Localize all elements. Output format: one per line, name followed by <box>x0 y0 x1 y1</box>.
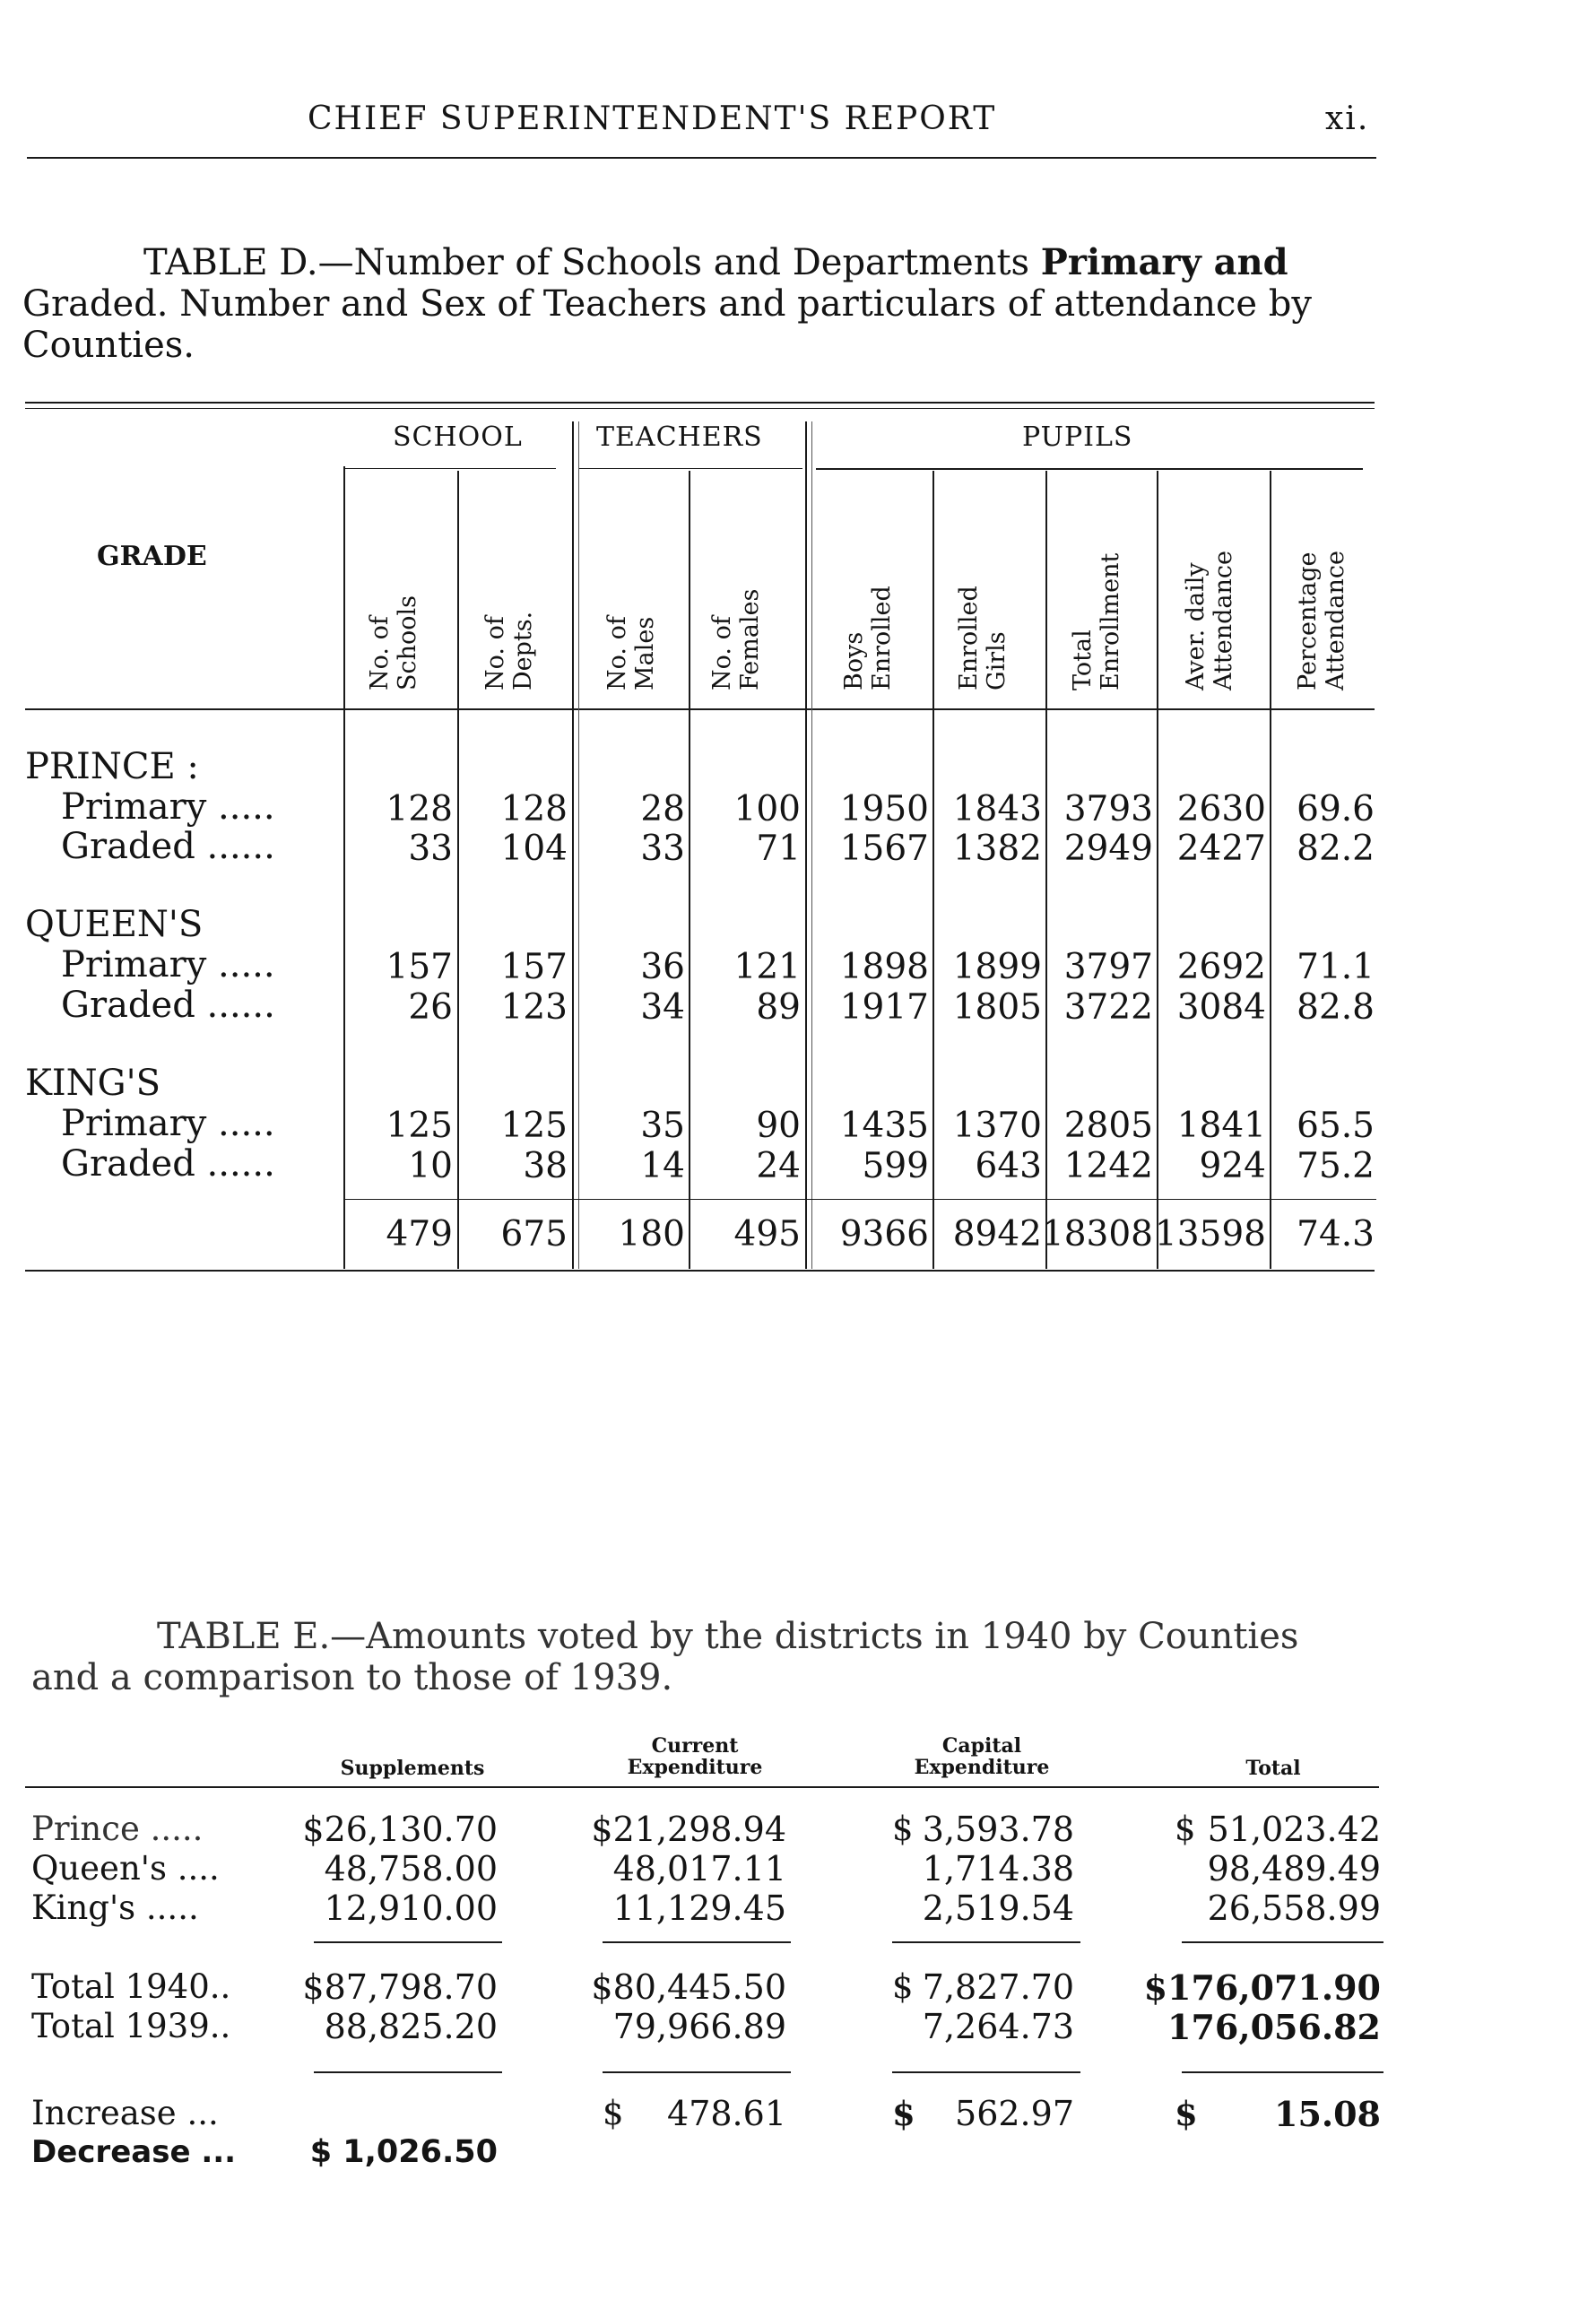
row-label: Primary ..... <box>61 786 275 828</box>
cell-females: 24 <box>756 1146 801 1186</box>
teachers-group-underline <box>578 468 802 469</box>
vrule-schools <box>457 471 459 1269</box>
supplements-diff-rule <box>314 2071 502 2073</box>
total-capital-expenditure: 7,827.70 <box>922 1967 1074 2007</box>
cell-boys-enrolled: 1567 <box>839 829 929 869</box>
cell-current-expenditure: 11,129.45 <box>612 1888 786 1928</box>
increase-total-sign: $ <box>1175 2094 1198 2133</box>
vrule-boys <box>932 471 934 1269</box>
cell-schools: 157 <box>386 947 453 987</box>
cell-enrolled-girls: 1370 <box>952 1106 1042 1146</box>
cell-depts: 125 <box>500 1106 568 1146</box>
group-header-teachers: TEACHERS <box>596 421 763 453</box>
cell-depts: 104 <box>500 829 568 869</box>
cell-females: 71 <box>756 829 801 869</box>
cell-depts: 157 <box>500 947 568 987</box>
cell-total: 51,023.42 <box>1207 1810 1381 1849</box>
increase-capital-expenditure: 562.97 <box>955 2094 1074 2133</box>
cell-schools: 26 <box>408 987 453 1028</box>
total-females: 495 <box>733 1214 801 1254</box>
table-e-caption-line2: and a comparison to those of 1939. <box>31 1657 673 1698</box>
total-current-expenditure: $80,445.50 <box>591 1967 786 2007</box>
cell-schools: 10 <box>408 1146 453 1186</box>
total-total: 176,056.82 <box>1167 2007 1381 2047</box>
cell-aver-daily-attendance: 2427 <box>1176 829 1266 869</box>
table-d-caption-line2: Graded. Number and Sex of Teachers and particulars of attendance by <box>22 283 1312 325</box>
cell-boys-enrolled: 1898 <box>839 947 929 987</box>
total-boys-enrolled: 9366 <box>839 1214 929 1254</box>
supplements-sum-rule <box>314 1941 502 1943</box>
total-sum-rule <box>1182 1941 1383 1943</box>
total-supplements: $87,798.70 <box>302 1967 498 2007</box>
header-rule <box>27 157 1376 159</box>
county-queens: QUEEN'S <box>25 904 204 945</box>
cell-current-expenditure: 48,017.11 <box>612 1849 786 1888</box>
cell-females: 90 <box>756 1106 801 1146</box>
cell-boys-enrolled: 1950 <box>839 789 929 829</box>
cell-capital-expenditure: 3,593.78 <box>922 1810 1074 1849</box>
vrule-depts <box>572 421 574 1269</box>
row-label-decrease: Decrease ... <box>31 2134 237 2170</box>
total-total: $176,071.90 <box>1143 1967 1381 2008</box>
cell-total-sign: $ <box>1175 1810 1196 1848</box>
table-d-totals-rule <box>345 1199 1376 1200</box>
county-prince: PRINCE : <box>25 746 199 787</box>
capital-diff-rule <box>892 2071 1080 2073</box>
cell-capital-sign: $ <box>892 1810 914 1848</box>
row-label-kings: King's ..... <box>31 1888 199 1927</box>
cell-supplements: $26,130.70 <box>302 1810 498 1849</box>
cell-males: 35 <box>640 1106 685 1146</box>
grade-header: GRADE <box>97 541 207 572</box>
total-capital-sign: $ <box>892 1967 914 2006</box>
cell-percentage-attendance: 75.2 <box>1297 1146 1375 1186</box>
col-header-schools: No. of Schools <box>366 595 421 690</box>
col-header-enrolled-girls: Enrolled Girls <box>955 586 1011 690</box>
cell-females: 100 <box>733 789 801 829</box>
cell-percentage-attendance: 65.5 <box>1297 1106 1375 1146</box>
cell-enrolled-girls: 1805 <box>952 987 1042 1028</box>
row-label: Graded ...... <box>61 826 275 867</box>
total-percentage-attendance: 74.3 <box>1297 1214 1375 1254</box>
row-label: Graded ...... <box>61 985 275 1026</box>
total-enrolled-girls: 8942 <box>952 1214 1042 1254</box>
total-current-expenditure: 79,966.89 <box>612 2007 786 2046</box>
page-number: xi. <box>1325 100 1370 137</box>
table-d-caption-line1 <box>143 242 1288 283</box>
cell-boys-enrolled: 1917 <box>839 987 929 1028</box>
table-d-caption-line3: Counties. <box>22 325 195 366</box>
table-d-top-rule <box>25 402 1375 404</box>
header-current-expenditure: Current Expenditure <box>627 1734 763 1779</box>
cell-percentage-attendance: 82.8 <box>1297 987 1375 1028</box>
total-supplements: 88,825.20 <box>324 2007 498 2046</box>
cell-total-enrollment: 1242 <box>1063 1146 1153 1186</box>
vrule-males <box>689 471 690 1269</box>
cell-total-enrollment: 3797 <box>1063 947 1153 987</box>
cell-depts: 123 <box>500 987 568 1028</box>
cell-total-enrollment: 2805 <box>1063 1106 1153 1146</box>
cell-males: 28 <box>640 789 685 829</box>
row-label-prince: Prince ..... <box>31 1810 204 1848</box>
cell-percentage-attendance: 69.6 <box>1297 789 1375 829</box>
col-header-boys-enrolled: Boys Enrolled <box>840 586 896 690</box>
table-e-caption-line1: TABLE E.—Amounts voted by the districts in 1940 by Counties <box>157 1616 1299 1657</box>
vrule-females <box>805 421 807 1269</box>
cell-males: 34 <box>640 987 685 1028</box>
cell-capital-expenditure: 2,519.54 <box>922 1888 1074 1928</box>
vrule-females-2 <box>811 421 812 1269</box>
cell-aver-daily-attendance: 2692 <box>1176 947 1266 987</box>
cell-enrolled-girls: 1382 <box>952 829 1042 869</box>
row-label-increase: Increase ... <box>31 2094 219 2132</box>
cell-aver-daily-attendance: 3084 <box>1176 987 1266 1028</box>
cell-aver-daily-attendance: 2630 <box>1176 789 1266 829</box>
table-e-header-rule <box>25 1786 1379 1788</box>
group-header-school: SCHOOL <box>393 421 523 453</box>
table-d-header-rule <box>25 708 1375 710</box>
decrease-supplements: $ 1,026.50 <box>309 2134 498 2170</box>
table-d-caption-lead: TABLE D.—Number of Schools and Departments <box>143 242 1030 283</box>
cell-supplements: 48,758.00 <box>324 1849 498 1888</box>
total-total-enrollment: 18308 <box>1041 1214 1153 1254</box>
cell-depts: 128 <box>500 789 568 829</box>
vrule-average <box>1270 471 1271 1269</box>
cell-aver-daily-attendance: 1841 <box>1176 1106 1266 1146</box>
pupils-group-underline <box>816 468 1363 470</box>
vrule-depts-2 <box>578 421 579 1269</box>
cell-capital-expenditure: 1,714.38 <box>922 1849 1074 1888</box>
total-depts: 675 <box>500 1214 568 1254</box>
total-schools: 479 <box>386 1214 453 1254</box>
cell-enrolled-girls: 643 <box>975 1146 1042 1186</box>
row-label-queens: Queen's .... <box>31 1849 220 1888</box>
header-capital-expenditure: Capital Expenditure <box>914 1734 1050 1779</box>
cell-males: 14 <box>640 1146 685 1186</box>
cell-total: 26,558.99 <box>1207 1888 1381 1928</box>
vrule-total <box>1157 471 1158 1269</box>
row-label: Primary ..... <box>61 1103 275 1144</box>
increase-total: 15.08 <box>1274 2094 1381 2134</box>
current-sum-rule <box>603 1941 791 1943</box>
cell-boys-enrolled: 1435 <box>839 1106 929 1146</box>
school-group-underline <box>345 468 556 469</box>
increase-current-sign: $ <box>603 2094 624 2132</box>
vrule-grade <box>343 466 345 1269</box>
table-d-bottom-rule <box>25 1270 1375 1272</box>
cell-males: 36 <box>640 947 685 987</box>
col-header-males: No. of Males <box>603 616 659 690</box>
table-d-top-rule-2 <box>25 408 1375 409</box>
cell-total-enrollment: 3722 <box>1063 987 1153 1028</box>
row-label: Graded ...... <box>61 1143 275 1185</box>
total-males: 180 <box>618 1214 685 1254</box>
group-header-pupils: PUPILS <box>1022 421 1133 453</box>
row-label-total-1939: Total 1939.. <box>31 2007 231 2045</box>
cell-schools: 125 <box>386 1106 453 1146</box>
table-d-caption-bold: Primary and <box>1040 241 1288 283</box>
header-supplements: Supplements <box>340 1757 485 1780</box>
row-label-total-1940: Total 1940.. <box>31 1967 231 2006</box>
col-header-percentage-attendance: Percentage Attendance <box>1294 551 1349 690</box>
cell-females: 89 <box>756 987 801 1028</box>
cell-enrolled-girls: 1843 <box>952 789 1042 829</box>
cell-percentage-attendance: 82.2 <box>1297 829 1375 869</box>
row-label: Primary ..... <box>61 944 275 985</box>
cell-aver-daily-attendance: 924 <box>1199 1146 1266 1186</box>
total-capital-expenditure: 7,264.73 <box>922 2007 1074 2046</box>
page-header-title: CHIEF SUPERINTENDENT'S REPORT <box>308 100 997 137</box>
col-header-depts: No. of Depts. <box>481 611 537 690</box>
cell-enrolled-girls: 1899 <box>952 947 1042 987</box>
cell-percentage-attendance: 71.1 <box>1297 947 1375 987</box>
col-header-females: No. of Females <box>708 588 764 690</box>
total-diff-rule <box>1182 2071 1383 2073</box>
col-header-aver-daily-attendance: Aver. daily Attendance <box>1182 551 1237 690</box>
header-total: Total <box>1245 1757 1301 1780</box>
increase-current-expenditure: 478.61 <box>667 2094 786 2133</box>
cell-total: 98,489.49 <box>1207 1849 1381 1888</box>
cell-current-expenditure: $21,298.94 <box>591 1810 786 1849</box>
county-kings: KING'S <box>25 1063 161 1104</box>
cell-supplements: 12,910.00 <box>324 1888 498 1928</box>
cell-schools: 128 <box>386 789 453 829</box>
cell-schools: 33 <box>408 829 453 869</box>
col-header-total-enrollment: Total Enrollment <box>1069 552 1124 690</box>
current-diff-rule <box>603 2071 791 2073</box>
cell-males: 33 <box>640 829 685 869</box>
cell-total-enrollment: 2949 <box>1063 829 1153 869</box>
cell-females: 121 <box>733 947 801 987</box>
vrule-girls <box>1045 471 1047 1269</box>
cell-total-enrollment: 3793 <box>1063 789 1153 829</box>
total-aver-daily-attendance: 13598 <box>1154 1214 1266 1254</box>
increase-capital-sign: $ <box>892 2094 915 2133</box>
cell-boys-enrolled: 599 <box>862 1146 929 1186</box>
cell-depts: 38 <box>523 1146 568 1186</box>
capital-sum-rule <box>892 1941 1080 1943</box>
